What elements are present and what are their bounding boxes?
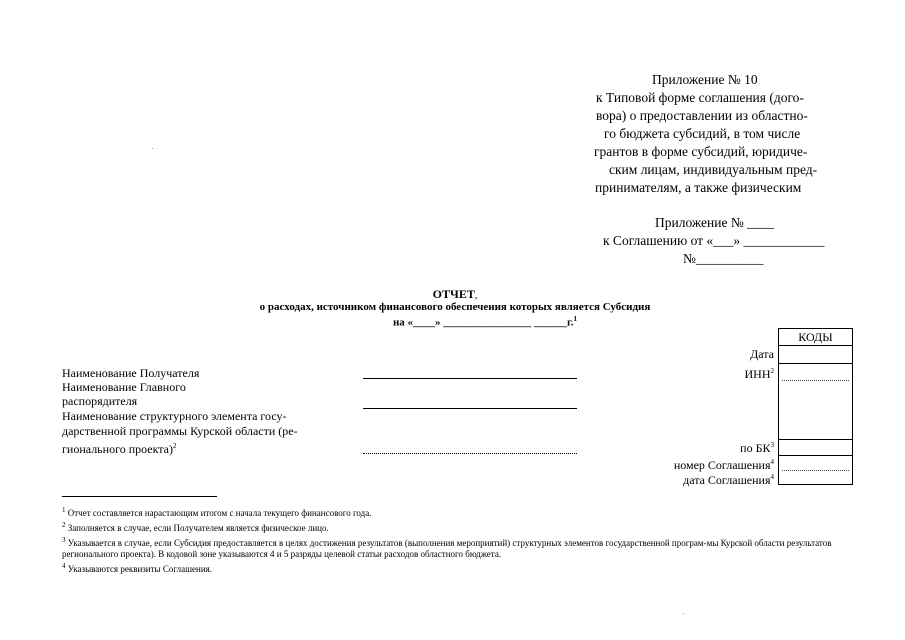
codes-header: КОДЫ (779, 329, 852, 346)
footnote-2: $^2$ Заполняется в случае, если Получателем является физическое лицо. (62, 521, 329, 533)
report-subtitle: о расходах, источником финансового обеспечения которых является Субсидия (259, 301, 651, 313)
report-title: ОТЧЕТ, (432, 287, 478, 301)
struct-element-underline (363, 453, 577, 454)
appendix-text-line-1: к Типовой форме соглашения (дого- (596, 90, 804, 105)
appendix-text-line-2: вора) о предоставлении из областно- (596, 108, 808, 123)
agreement-reference: к Соглашению от «___» ____________ (603, 233, 825, 248)
label-date: Дата (750, 347, 774, 361)
appendix-text-line-5: ским лицам, индивидуальным пред- (609, 162, 818, 177)
label-agreement-date: дата Соглашения$^4$ (683, 473, 774, 487)
agreement-appendix: Приложение № ____ (655, 215, 775, 230)
main-manager-underline (363, 408, 577, 409)
label-bk: по $БК^3$ (740, 441, 774, 455)
scan-speck (683, 613, 684, 614)
codes-table (778, 328, 853, 485)
appendix-title: Приложение № 10 (652, 72, 758, 87)
label-struct-element-1: Наименование структурного элемента госу- (62, 409, 287, 423)
codes-dot-agr-date (782, 470, 849, 471)
footnote-3: $^3$ Указывается в случае, если Субсидия предоставляется в целях достижения результатов (выполнения мероприятий) структурных элементов государственной програм-мы Курской области результатов регионального проекта). В кодовой зоне указываются 4 и 5 разряды целевой статьи расходов областного бюджета. (62, 536, 832, 559)
label-agreement-number: номер Соглашения$^4$ (673, 458, 774, 472)
appendix-text-line-3: го бюджета субсидий, в том числе (604, 126, 801, 141)
label-main-manager-1: Наименование Главного (62, 380, 186, 394)
report-date-line: на «____» ________________ ______г.$^1$ (392, 315, 578, 329)
scan-speck (152, 148, 153, 149)
label-struct-element-2: дарственной программы Курской области (ре- (62, 424, 298, 438)
codes-sep-date (779, 363, 852, 364)
label-recipient: Наименование Получателя (62, 366, 200, 380)
codes-sep-agr-number (779, 455, 852, 456)
footnote-rule (62, 496, 217, 497)
appendix-text-line-6: принимателям, а также физическим (595, 180, 802, 195)
label-main-manager-2: распорядителя (62, 394, 138, 408)
agreement-number: №__________ (683, 251, 764, 266)
codes-dot-inn (782, 380, 849, 381)
label-struct-element-3: гионального проекта)$^2$ (62, 442, 177, 456)
footnote-4: $^4$ Указываются реквизиты Соглашения. (62, 562, 213, 574)
footnote-1: $^1$ Отчет составляется нарастающим итогом с начала текущего финансового года. (62, 506, 372, 518)
appendix-text-line-4: грантов в форме субсидий, юридиче- (594, 144, 808, 159)
recipient-underline (363, 378, 577, 379)
label-inn: ИНН$^2$ (744, 367, 774, 381)
codes-sep-bk (779, 439, 852, 440)
